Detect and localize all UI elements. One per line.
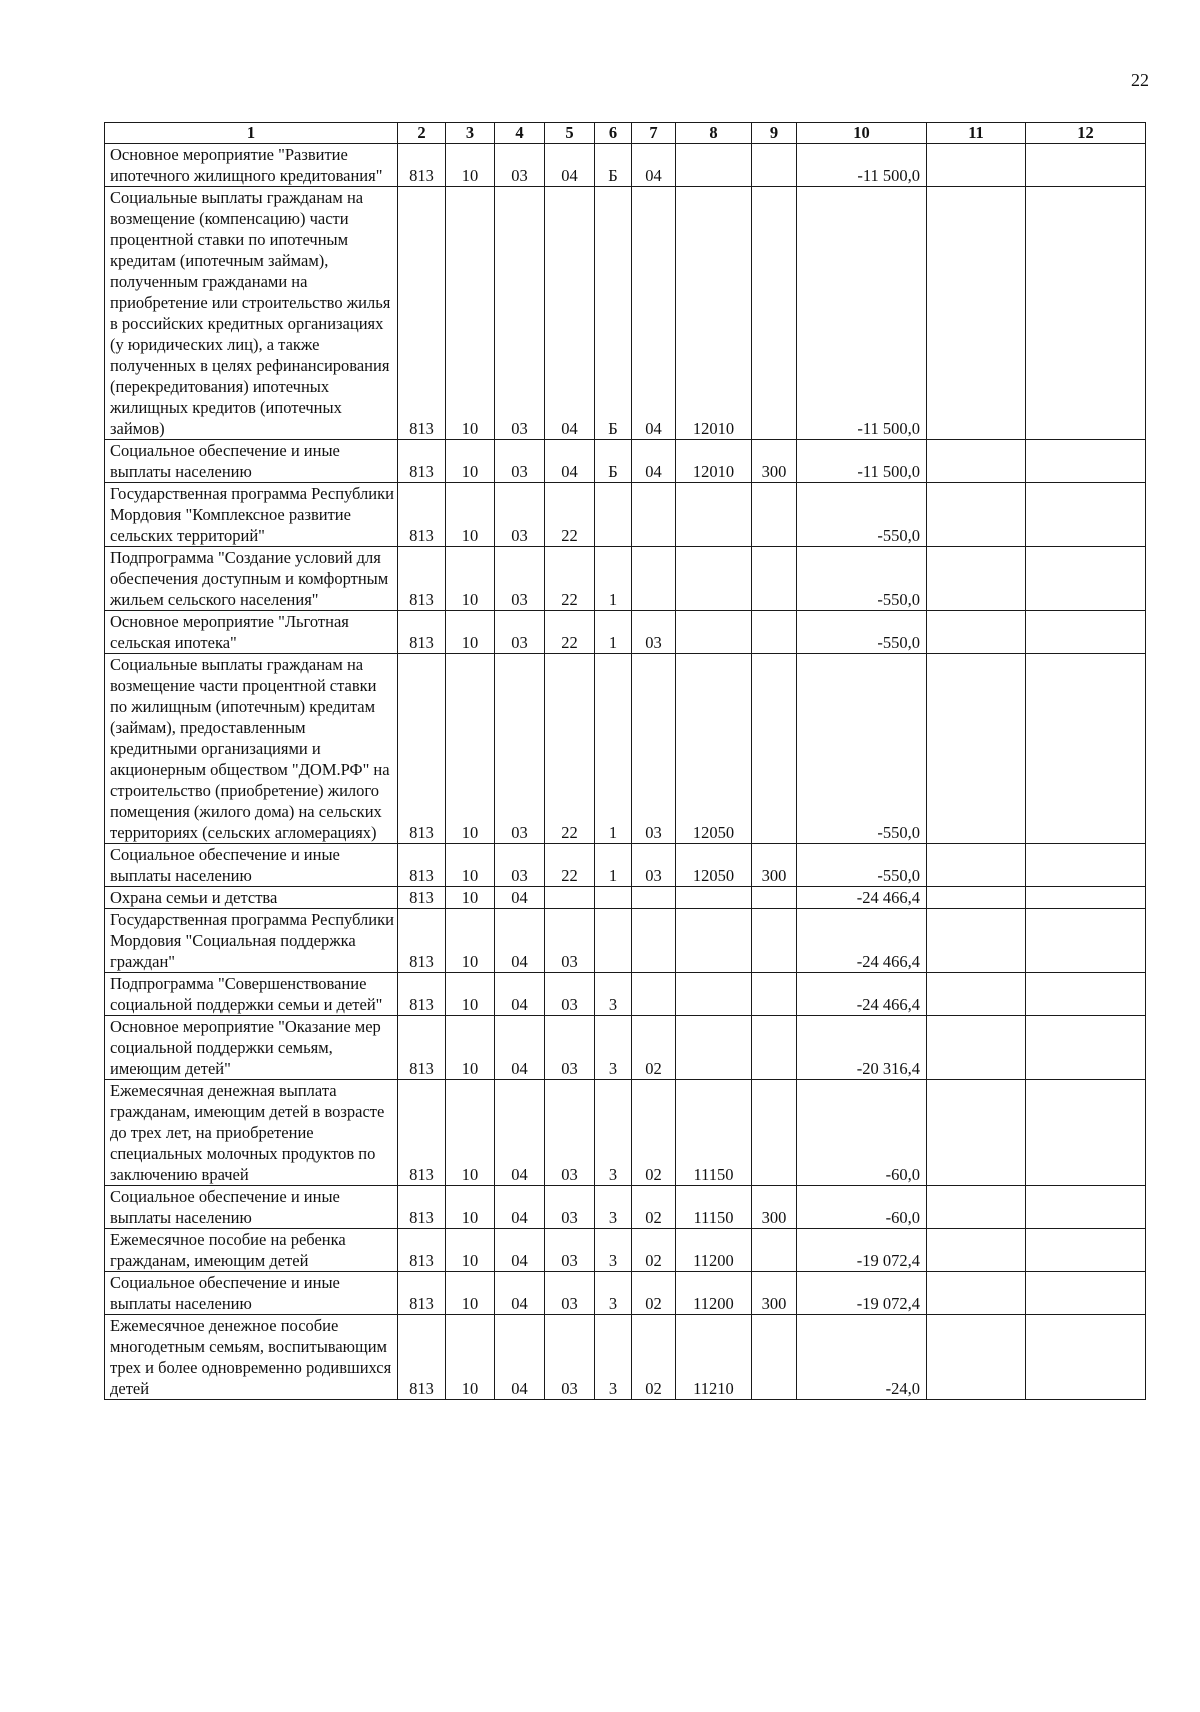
activity-cell <box>632 909 676 973</box>
activity-cell: 02 <box>632 1186 676 1229</box>
subsection-cell: 03 <box>495 611 545 654</box>
admin-code-cell: 813 <box>398 144 446 187</box>
activity-cell: 02 <box>632 1229 676 1272</box>
program-cell: 03 <box>545 1080 595 1186</box>
admin-code-cell: 813 <box>398 440 446 483</box>
subsection-cell: 04 <box>495 887 545 909</box>
subprogram-cell: 3 <box>595 1272 632 1315</box>
amount-cell: -11 500,0 <box>797 440 927 483</box>
row-name-cell: Ежемесячное пособие на ребенка гражданам, имеющим детей <box>105 1229 398 1272</box>
activity-cell <box>632 973 676 1016</box>
extra-cell-12 <box>1026 483 1146 547</box>
column-header: 11 <box>927 123 1026 144</box>
direction-cell: 11150 <box>676 1080 752 1186</box>
extra-cell-12 <box>1026 1016 1146 1080</box>
section-cell: 10 <box>446 547 495 611</box>
subprogram-cell: 1 <box>595 844 632 887</box>
activity-cell: 04 <box>632 440 676 483</box>
extra-cell-12 <box>1026 844 1146 887</box>
subsection-cell: 03 <box>495 144 545 187</box>
program-cell: 03 <box>545 973 595 1016</box>
section-cell: 10 <box>446 440 495 483</box>
amount-cell: -550,0 <box>797 611 927 654</box>
activity-cell <box>632 547 676 611</box>
subprogram-cell <box>595 483 632 547</box>
subsection-cell: 03 <box>495 187 545 440</box>
section-cell: 10 <box>446 483 495 547</box>
page-number: 22 <box>1131 70 1149 90</box>
amount-cell: -19 072,4 <box>797 1272 927 1315</box>
column-header: 10 <box>797 123 927 144</box>
section-cell: 10 <box>446 1080 495 1186</box>
subsection-cell: 03 <box>495 440 545 483</box>
extra-cell-11 <box>927 187 1026 440</box>
subsection-cell: 04 <box>495 973 545 1016</box>
subprogram-cell: 3 <box>595 1186 632 1229</box>
program-cell: 22 <box>545 844 595 887</box>
activity-cell: 02 <box>632 1016 676 1080</box>
table-row <box>105 1080 1146 1186</box>
subprogram-cell: Б <box>595 440 632 483</box>
section-cell: 10 <box>446 611 495 654</box>
subprogram-cell <box>595 887 632 909</box>
section-cell: 10 <box>446 1186 495 1229</box>
activity-cell: 04 <box>632 187 676 440</box>
program-cell <box>545 887 595 909</box>
amount-cell: -60,0 <box>797 1186 927 1229</box>
direction-cell <box>676 909 752 973</box>
expense-type-cell <box>752 144 797 187</box>
activity-cell: 02 <box>632 1315 676 1400</box>
amount-cell: -550,0 <box>797 483 927 547</box>
subsection-cell: 04 <box>495 1229 545 1272</box>
subsection-cell: 04 <box>495 1186 545 1229</box>
extra-cell-12 <box>1026 547 1146 611</box>
amount-cell: -550,0 <box>797 547 927 611</box>
table-row <box>105 1229 1146 1272</box>
extra-cell-11 <box>927 844 1026 887</box>
direction-cell <box>676 547 752 611</box>
amount-cell: -19 072,4 <box>797 1229 927 1272</box>
amount-cell: -11 500,0 <box>797 187 927 440</box>
amount-cell: -24,0 <box>797 1315 927 1400</box>
row-name-cell: Ежемесячная денежная выплата гражданам, имеющим детей в возрасте до трех лет, на приобретение специальных молочных продуктов по заключению врачей <box>105 1080 398 1186</box>
admin-code-cell: 813 <box>398 187 446 440</box>
program-cell: 04 <box>545 187 595 440</box>
expense-type-cell <box>752 973 797 1016</box>
table-row <box>105 611 1146 654</box>
table-row <box>105 973 1146 1016</box>
row-name-cell: Социальное обеспечение и иные выплаты населению <box>105 1272 398 1315</box>
direction-cell: 11200 <box>676 1229 752 1272</box>
admin-code-cell: 813 <box>398 973 446 1016</box>
section-cell: 10 <box>446 144 495 187</box>
expense-type-cell <box>752 611 797 654</box>
table-row <box>105 440 1146 483</box>
column-header: 8 <box>676 123 752 144</box>
expense-type-cell <box>752 1080 797 1186</box>
expense-type-cell <box>752 547 797 611</box>
program-cell: 03 <box>545 1016 595 1080</box>
subprogram-cell: Б <box>595 187 632 440</box>
admin-code-cell: 813 <box>398 1186 446 1229</box>
program-cell: 03 <box>545 1229 595 1272</box>
amount-cell: -550,0 <box>797 654 927 844</box>
amount-cell: -24 466,4 <box>797 887 927 909</box>
table-row <box>105 1016 1146 1080</box>
amount-cell: -11 500,0 <box>797 144 927 187</box>
program-cell: 03 <box>545 1272 595 1315</box>
activity-cell: 04 <box>632 144 676 187</box>
admin-code-cell: 813 <box>398 547 446 611</box>
direction-cell: 12050 <box>676 844 752 887</box>
extra-cell-11 <box>927 547 1026 611</box>
section-cell: 10 <box>446 909 495 973</box>
direction-cell <box>676 483 752 547</box>
admin-code-cell: 813 <box>398 1229 446 1272</box>
amount-cell: -20 316,4 <box>797 1016 927 1080</box>
direction-cell: 11200 <box>676 1272 752 1315</box>
direction-cell <box>676 144 752 187</box>
column-header: 6 <box>595 123 632 144</box>
expense-type-cell: 300 <box>752 844 797 887</box>
expense-type-cell <box>752 654 797 844</box>
table-body <box>105 144 1146 1400</box>
subprogram-cell <box>595 909 632 973</box>
row-name-cell: Основное мероприятие "Развитие ипотечного жилищного кредитования" <box>105 144 398 187</box>
section-cell: 10 <box>446 1016 495 1080</box>
direction-cell: 12010 <box>676 440 752 483</box>
budget-table <box>104 122 1146 1400</box>
table-row <box>105 1186 1146 1229</box>
row-name-cell: Социальные выплаты гражданам на возмещение (компенсацию) части процентной ставки по ипотечным кредитам (ипотечным займам), полученным гражданами на приобретение или строительство жилья в российских кредитных организациях (у юридических лиц), а также полученных в целях рефинансирования (перекредитования) ипотечных жилищных кредитов (ипотечных займов) <box>105 187 398 440</box>
activity-cell <box>632 483 676 547</box>
activity-cell <box>632 887 676 909</box>
row-name-cell: Ежемесячное денежное пособие многодетным семьям, воспитывающим трех и более одновременно родившихся детей <box>105 1315 398 1400</box>
admin-code-cell: 813 <box>398 887 446 909</box>
expense-type-cell: 300 <box>752 440 797 483</box>
subprogram-cell: 3 <box>595 1080 632 1186</box>
row-name-cell: Социальные выплаты гражданам на возмещение части процентной ставки по жилищным (ипотечным) кредитам (займам), предоставленным кредитными организациями и акционерным обществом "ДОМ.РФ" на строительство (приобретение) жилого помещения (жилого дома) на сельских территориях (сельских агломерациях) <box>105 654 398 844</box>
program-cell: 22 <box>545 611 595 654</box>
column-header: 9 <box>752 123 797 144</box>
direction-cell <box>676 973 752 1016</box>
extra-cell-12 <box>1026 973 1146 1016</box>
row-name-cell: Социальное обеспечение и иные выплаты населению <box>105 440 398 483</box>
subsection-cell: 03 <box>495 654 545 844</box>
extra-cell-11 <box>927 1315 1026 1400</box>
admin-code-cell: 813 <box>398 1272 446 1315</box>
extra-cell-12 <box>1026 1080 1146 1186</box>
extra-cell-11 <box>927 887 1026 909</box>
extra-cell-11 <box>927 1186 1026 1229</box>
row-name-cell: Подпрограмма "Совершенствование социальной поддержки семьи и детей" <box>105 973 398 1016</box>
subsection-cell: 04 <box>495 1272 545 1315</box>
admin-code-cell: 813 <box>398 1080 446 1186</box>
subsection-cell: 04 <box>495 909 545 973</box>
expense-type-cell <box>752 1229 797 1272</box>
extra-cell-11 <box>927 483 1026 547</box>
direction-cell <box>676 887 752 909</box>
section-cell: 10 <box>446 187 495 440</box>
row-name-cell: Подпрограмма "Создание условий для обеспечения доступным и комфортным жильем сельского населения" <box>105 547 398 611</box>
direction-cell <box>676 1016 752 1080</box>
amount-cell: -24 466,4 <box>797 973 927 1016</box>
row-name-cell: Государственная программа Республики Мордовия "Социальная поддержка граждан" <box>105 909 398 973</box>
table-row <box>105 144 1146 187</box>
expense-type-cell: 300 <box>752 1272 797 1315</box>
table-row <box>105 187 1146 440</box>
direction-cell: 12050 <box>676 654 752 844</box>
extra-cell-12 <box>1026 1229 1146 1272</box>
table-row <box>105 654 1146 844</box>
subprogram-cell: 3 <box>595 1016 632 1080</box>
extra-cell-11 <box>927 1272 1026 1315</box>
expense-type-cell <box>752 887 797 909</box>
activity-cell: 02 <box>632 1080 676 1186</box>
expense-type-cell <box>752 1016 797 1080</box>
column-header: 3 <box>446 123 495 144</box>
table-row <box>105 887 1146 909</box>
table-row <box>105 844 1146 887</box>
section-cell: 10 <box>446 887 495 909</box>
subprogram-cell: 3 <box>595 1315 632 1400</box>
row-name-cell: Социальное обеспечение и иные выплаты населению <box>105 1186 398 1229</box>
section-cell: 10 <box>446 844 495 887</box>
column-header: 1 <box>105 123 398 144</box>
table-header-row <box>105 123 1146 144</box>
program-cell: 03 <box>545 909 595 973</box>
column-header: 4 <box>495 123 545 144</box>
subsection-cell: 04 <box>495 1080 545 1186</box>
extra-cell-11 <box>927 973 1026 1016</box>
column-header: 12 <box>1026 123 1146 144</box>
program-cell: 04 <box>545 440 595 483</box>
subprogram-cell: 3 <box>595 1229 632 1272</box>
subsection-cell: 03 <box>495 844 545 887</box>
amount-cell: -550,0 <box>797 844 927 887</box>
direction-cell: 12010 <box>676 187 752 440</box>
subprogram-cell: 1 <box>595 654 632 844</box>
section-cell: 10 <box>446 1315 495 1400</box>
expense-type-cell <box>752 483 797 547</box>
amount-cell: -60,0 <box>797 1080 927 1186</box>
subprogram-cell: 1 <box>595 547 632 611</box>
activity-cell: 03 <box>632 654 676 844</box>
table-row <box>105 547 1146 611</box>
extra-cell-11 <box>927 654 1026 844</box>
extra-cell-12 <box>1026 611 1146 654</box>
extra-cell-12 <box>1026 654 1146 844</box>
extra-cell-11 <box>927 1080 1026 1186</box>
expense-type-cell <box>752 909 797 973</box>
subsection-cell: 04 <box>495 1315 545 1400</box>
row-name-cell: Основное мероприятие "Льготная сельская ипотека" <box>105 611 398 654</box>
section-cell: 10 <box>446 1272 495 1315</box>
expense-type-cell <box>752 187 797 440</box>
extra-cell-12 <box>1026 1315 1146 1400</box>
activity-cell: 03 <box>632 844 676 887</box>
section-cell: 10 <box>446 973 495 1016</box>
row-name-cell: Охрана семьи и детства <box>105 887 398 909</box>
subprogram-cell: 3 <box>595 973 632 1016</box>
admin-code-cell: 813 <box>398 844 446 887</box>
program-cell: 03 <box>545 1186 595 1229</box>
table-row <box>105 909 1146 973</box>
program-cell: 22 <box>545 483 595 547</box>
table-row <box>105 483 1146 547</box>
subprogram-cell: 1 <box>595 611 632 654</box>
subprogram-cell: Б <box>595 144 632 187</box>
admin-code-cell: 813 <box>398 1016 446 1080</box>
admin-code-cell: 813 <box>398 483 446 547</box>
program-cell: 22 <box>545 654 595 844</box>
program-cell: 22 <box>545 547 595 611</box>
subsection-cell: 04 <box>495 1016 545 1080</box>
subsection-cell: 03 <box>495 547 545 611</box>
extra-cell-11 <box>927 440 1026 483</box>
extra-cell-12 <box>1026 909 1146 973</box>
extra-cell-11 <box>927 1016 1026 1080</box>
extra-cell-12 <box>1026 1272 1146 1315</box>
column-header: 7 <box>632 123 676 144</box>
direction-cell <box>676 611 752 654</box>
extra-cell-12 <box>1026 187 1146 440</box>
extra-cell-11 <box>927 909 1026 973</box>
section-cell: 10 <box>446 1229 495 1272</box>
row-name-cell: Социальное обеспечение и иные выплаты населению <box>105 844 398 887</box>
extra-cell-11 <box>927 611 1026 654</box>
admin-code-cell: 813 <box>398 1315 446 1400</box>
table-row <box>105 1272 1146 1315</box>
row-name-cell: Государственная программа Республики Мордовия "Комплексное развитие сельских территорий" <box>105 483 398 547</box>
extra-cell-11 <box>927 1229 1026 1272</box>
section-cell: 10 <box>446 654 495 844</box>
amount-cell: -24 466,4 <box>797 909 927 973</box>
extra-cell-12 <box>1026 887 1146 909</box>
admin-code-cell: 813 <box>398 909 446 973</box>
extra-cell-12 <box>1026 1186 1146 1229</box>
admin-code-cell: 813 <box>398 611 446 654</box>
table-row <box>105 1315 1146 1400</box>
expense-type-cell <box>752 1315 797 1400</box>
admin-code-cell: 813 <box>398 654 446 844</box>
extra-cell-11 <box>927 144 1026 187</box>
row-name-cell: Основное мероприятие "Оказание мер социальной поддержки семьям, имеющим детей" <box>105 1016 398 1080</box>
activity-cell: 03 <box>632 611 676 654</box>
program-cell: 04 <box>545 144 595 187</box>
direction-cell: 11150 <box>676 1186 752 1229</box>
column-header: 2 <box>398 123 446 144</box>
column-header: 5 <box>545 123 595 144</box>
subsection-cell: 03 <box>495 483 545 547</box>
activity-cell: 02 <box>632 1272 676 1315</box>
expense-type-cell: 300 <box>752 1186 797 1229</box>
extra-cell-12 <box>1026 144 1146 187</box>
program-cell: 03 <box>545 1315 595 1400</box>
direction-cell: 11210 <box>676 1315 752 1400</box>
extra-cell-12 <box>1026 440 1146 483</box>
